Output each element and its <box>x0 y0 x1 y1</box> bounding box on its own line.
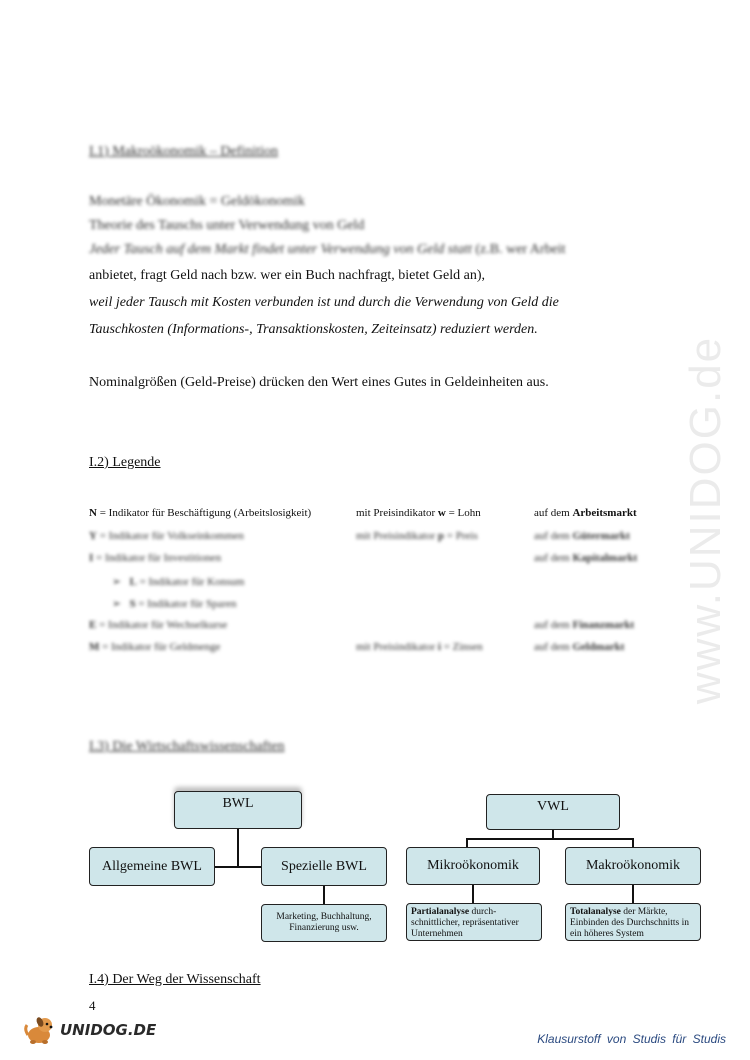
page-number: 4 <box>89 998 96 1013</box>
legend-row-n <box>89 507 311 519</box>
section1-line3-tail: (z.B. wer Arbeit <box>475 242 566 257</box>
makrooekonomik-box: Makroökonomik <box>565 847 701 885</box>
legend-symbol: L <box>129 576 137 588</box>
legend-price-n <box>356 507 481 519</box>
footer-note: Klausurstoff von Studis für Studis <box>537 1032 726 1046</box>
legend-price-symbol: i <box>437 641 441 653</box>
legend-market-name: Gütermarkt <box>572 530 630 542</box>
legend-market-prefix: auf dem <box>534 619 573 631</box>
spezielle-connector <box>323 886 325 904</box>
legend-price-suffix: = Lohn <box>445 507 481 519</box>
section1-heading: I.1) Makroökonomik – Definition <box>89 144 278 159</box>
spezielle-bwl-detail: Marketing, Buchhaltung, Finanzierung usw. <box>261 904 387 942</box>
watermark: www.UNIDOG.de <box>681 335 730 705</box>
legend-row-m <box>89 641 220 653</box>
legend-symbol: Y <box>89 530 97 542</box>
mikrooekonomik-detail <box>406 903 542 941</box>
legend-price-suffix: = Zinsen <box>440 641 483 653</box>
legend-price-y <box>356 530 478 542</box>
bwl-connector-vertical <box>237 829 239 867</box>
legend-description: = Indikator für Wechselkurse <box>96 619 228 631</box>
legend-row-l <box>112 575 244 588</box>
legend-row-y <box>89 530 244 542</box>
legend-description: = Indikator für Geldmenge <box>99 641 221 653</box>
section1-line1: Monetäre Ökonomik = Geldökonomik <box>89 194 305 209</box>
legend-description: = Indikator für Volkseinkommen <box>96 530 244 542</box>
legend-market-y <box>534 530 630 542</box>
logo-text: UNIDOG.DE <box>60 1021 157 1039</box>
legend-symbol: I <box>89 552 94 564</box>
legend-market-prefix: auf dem <box>534 641 573 653</box>
makro-connector <box>632 885 634 903</box>
legend-price-prefix: mit Preisindikator <box>356 530 438 542</box>
unidog-logo <box>24 1012 156 1048</box>
legend-price-symbol: w <box>437 507 446 519</box>
legend-row-i <box>89 552 221 564</box>
section1-line3-italic: Jeder Tausch auf dem Markt findet unter Verwendung von Geld statt <box>89 242 472 257</box>
legend-row-s <box>112 597 237 610</box>
legend-row-e <box>89 619 227 631</box>
legend-symbol: S <box>129 598 136 610</box>
bwl-box: BWL <box>174 791 302 829</box>
legend-description: = Indikator für Sparen <box>135 598 237 610</box>
allgemeine-bwl-box: Allgemeine BWL <box>89 847 215 886</box>
legend-price-m <box>356 641 483 653</box>
section1-line5: weil jeder Tausch mit Kosten verbunden ist und durch die Verwendung von Geld die <box>89 295 559 310</box>
vwl-connector-horizontal <box>466 838 634 840</box>
legend-price-prefix: mit Preisindikator <box>356 641 438 653</box>
legend-description: = Indikator für Konsum <box>136 576 245 588</box>
legend-market-name: Finanzmarkt <box>572 619 635 631</box>
section1-line4: anbietet, fragt Geld nach bzw. wer ein Buch nachfragt, bietet Geld an), <box>89 268 485 283</box>
mikro-detail-text: durch-schnittlicher, repräsentativer Unternehmen <box>411 907 519 939</box>
legend-market-prefix: auf dem <box>534 552 573 564</box>
legend-price-symbol: p <box>437 530 445 542</box>
vwl-box: VWL <box>486 794 620 830</box>
legend-market-name: Arbeitsmarkt <box>572 507 637 519</box>
legend-market-name: Geldmarkt <box>572 641 625 653</box>
legend-market-name: Kapitalmarkt <box>572 552 638 564</box>
legend-description: = Indikator für Beschäftigung (Arbeitslosigkeit) <box>96 507 312 519</box>
section1-line7: Nominalgrößen (Geld-Preise) drücken den Wert eines Gutes in Geldeinheiten aus. <box>89 375 549 390</box>
legend-description: = Indikator für Investitionen <box>93 552 222 564</box>
makro-detail-text: der Märkte, Einbinden des Durchschnitts in ein höheres System <box>570 907 689 939</box>
legend-market-m <box>534 641 624 653</box>
makro-detail-bold: Totalanalyse <box>570 907 621 917</box>
spezielle-bwl-box: Spezielle BWL <box>261 847 387 886</box>
legend-market-prefix: auf dem <box>534 530 573 542</box>
section1-line6: Tauschkosten (Informations-, Transaktionskosten, Zeiteinsatz) reduziert werden. <box>89 322 538 337</box>
legend-symbol: M <box>89 641 100 653</box>
mikro-detail-bold: Partialanalyse <box>411 907 470 917</box>
bullet-arrow-icon: ➢ <box>112 576 122 588</box>
mikrooekonomik-box: Mikroökonomik <box>406 847 540 885</box>
legend-price-suffix: = Preis <box>444 530 478 542</box>
legend-market-e <box>534 619 634 631</box>
legend-symbol: E <box>89 619 97 631</box>
bullet-arrow-icon: ➢ <box>112 598 122 610</box>
legend-market-n <box>534 507 637 519</box>
section4-heading: I.4) Der Weg der Wissenschaft <box>89 972 261 987</box>
bwl-connector-horizontal <box>214 866 262 868</box>
section3-heading: I.3) Die Wirtschaftswissenschaften <box>89 739 285 754</box>
section1-line3 <box>89 242 566 258</box>
legend-symbol: N <box>89 507 97 519</box>
legend-market-i <box>534 552 637 564</box>
mikro-connector <box>472 885 474 903</box>
section1-line2: Theorie des Tauschs unter Verwendung von Geld <box>89 218 365 233</box>
dog-mascot-icon <box>24 1013 58 1047</box>
legend-market-prefix: auf dem <box>534 507 573 519</box>
legend-price-prefix: mit Preisindikator <box>356 507 438 519</box>
section2-heading: I.2) Legende <box>89 455 161 470</box>
makrooekonomik-detail <box>565 903 701 941</box>
